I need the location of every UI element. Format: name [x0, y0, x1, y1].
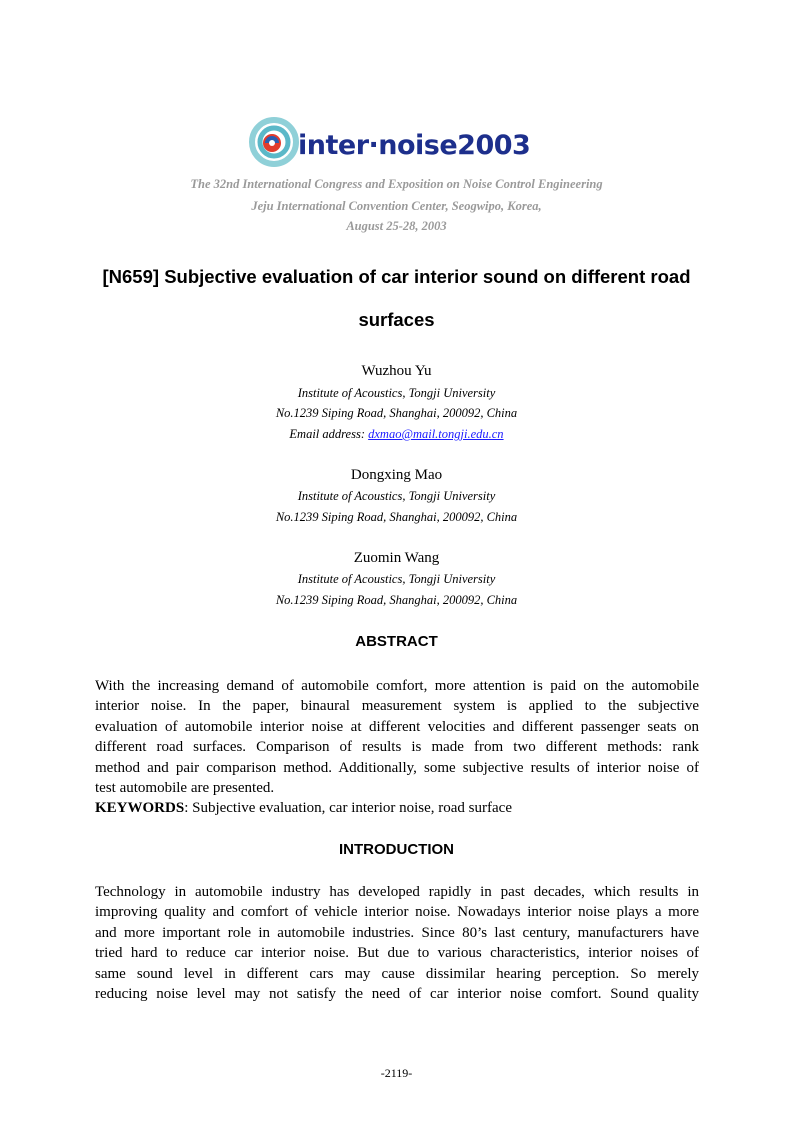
- page-number: -2119-: [380, 1066, 413, 1080]
- conference-dates: August 25-28, 2003: [346, 219, 447, 233]
- text-line: reducing noise level may not satisfy the need of car interior noise comfort. Sound quality: [95, 986, 699, 1003]
- keywords-list: : Subjective evaluation, car interior noise, road surface: [184, 800, 512, 816]
- text-line: same sound level in different cars may cause dissimilar hearing perception. So merely: [95, 965, 699, 982]
- logo-wordmark: inter·noise2003: [298, 130, 531, 161]
- text-line: different road surfaces. Comparison of results is made from two different methods: rank: [95, 739, 699, 756]
- conference-name: The 32nd International Congress and Exposition on Noise Control Engineering: [190, 177, 603, 191]
- introduction-heading: INTRODUCTION: [339, 841, 454, 858]
- author-name: Dongxing Mao: [350, 467, 443, 483]
- text-line: With the increasing demand of automobile comfort, more attention is paid on the automobile: [95, 678, 699, 694]
- abstract-heading: ABSTRACT: [355, 633, 438, 650]
- keywords-label: KEYWORDS: [95, 800, 185, 816]
- conference-venue: Jeju International Convention Center, Seogwipo, Korea,: [251, 199, 542, 213]
- author-institute: Institute of Acoustics, Tongji University: [297, 489, 496, 503]
- text-line: improving quality and comfort of vehicle interior noise. Nowadays interior noise plays a more: [95, 904, 699, 921]
- author-name: Wuzhou Yu: [361, 363, 432, 379]
- text-line: tried hard to reduce car interior noise. But due to various characteristics, interior noises of: [95, 945, 699, 962]
- author-name: Zuomin Wang: [353, 550, 440, 566]
- text-line: and more important role in automobile industries. Since 80’s last century, manufacturers have: [95, 924, 699, 941]
- text-line: evaluation of automobile interior noise at different velocities and different passenger seats on: [95, 718, 699, 735]
- text-line: interior noise. In the paper, binaural measurement system is applied to the subjective: [95, 698, 699, 715]
- author-address: No.1239 Siping Road, Shanghai, 200092, China: [275, 593, 518, 607]
- paper-title-line-2: surfaces: [358, 309, 435, 330]
- author-address: No.1239 Siping Road, Shanghai, 200092, China: [275, 510, 518, 524]
- abstract-body: [95, 676, 699, 798]
- email-link[interactable]: dxmao@mail.tongji.edu.cn: [368, 427, 504, 441]
- introduction-body: [95, 882, 699, 1004]
- text-line: method and pair comparison method. Additionally, some subjective results of interior noise of: [95, 759, 699, 776]
- paper-title-line-1: [N659] Subjective evaluation of car interior sound on different road: [102, 266, 691, 287]
- text-line: test automobile are presented.: [95, 780, 275, 797]
- email-label: Email address:: [289, 427, 369, 441]
- logo-swirl-icon: [248, 112, 304, 168]
- text-line: Technology in automobile industry has developed rapidly in past decades, which results in: [95, 884, 699, 900]
- author-institute: Institute of Acoustics, Tongji University: [297, 386, 496, 400]
- author-institute: Institute of Acoustics, Tongji University: [297, 572, 496, 586]
- author-address: No.1239 Siping Road, Shanghai, 200092, China: [275, 406, 518, 420]
- author-email-line: [0, 427, 793, 442]
- keywords: [95, 800, 512, 817]
- conference-logo: [248, 112, 548, 172]
